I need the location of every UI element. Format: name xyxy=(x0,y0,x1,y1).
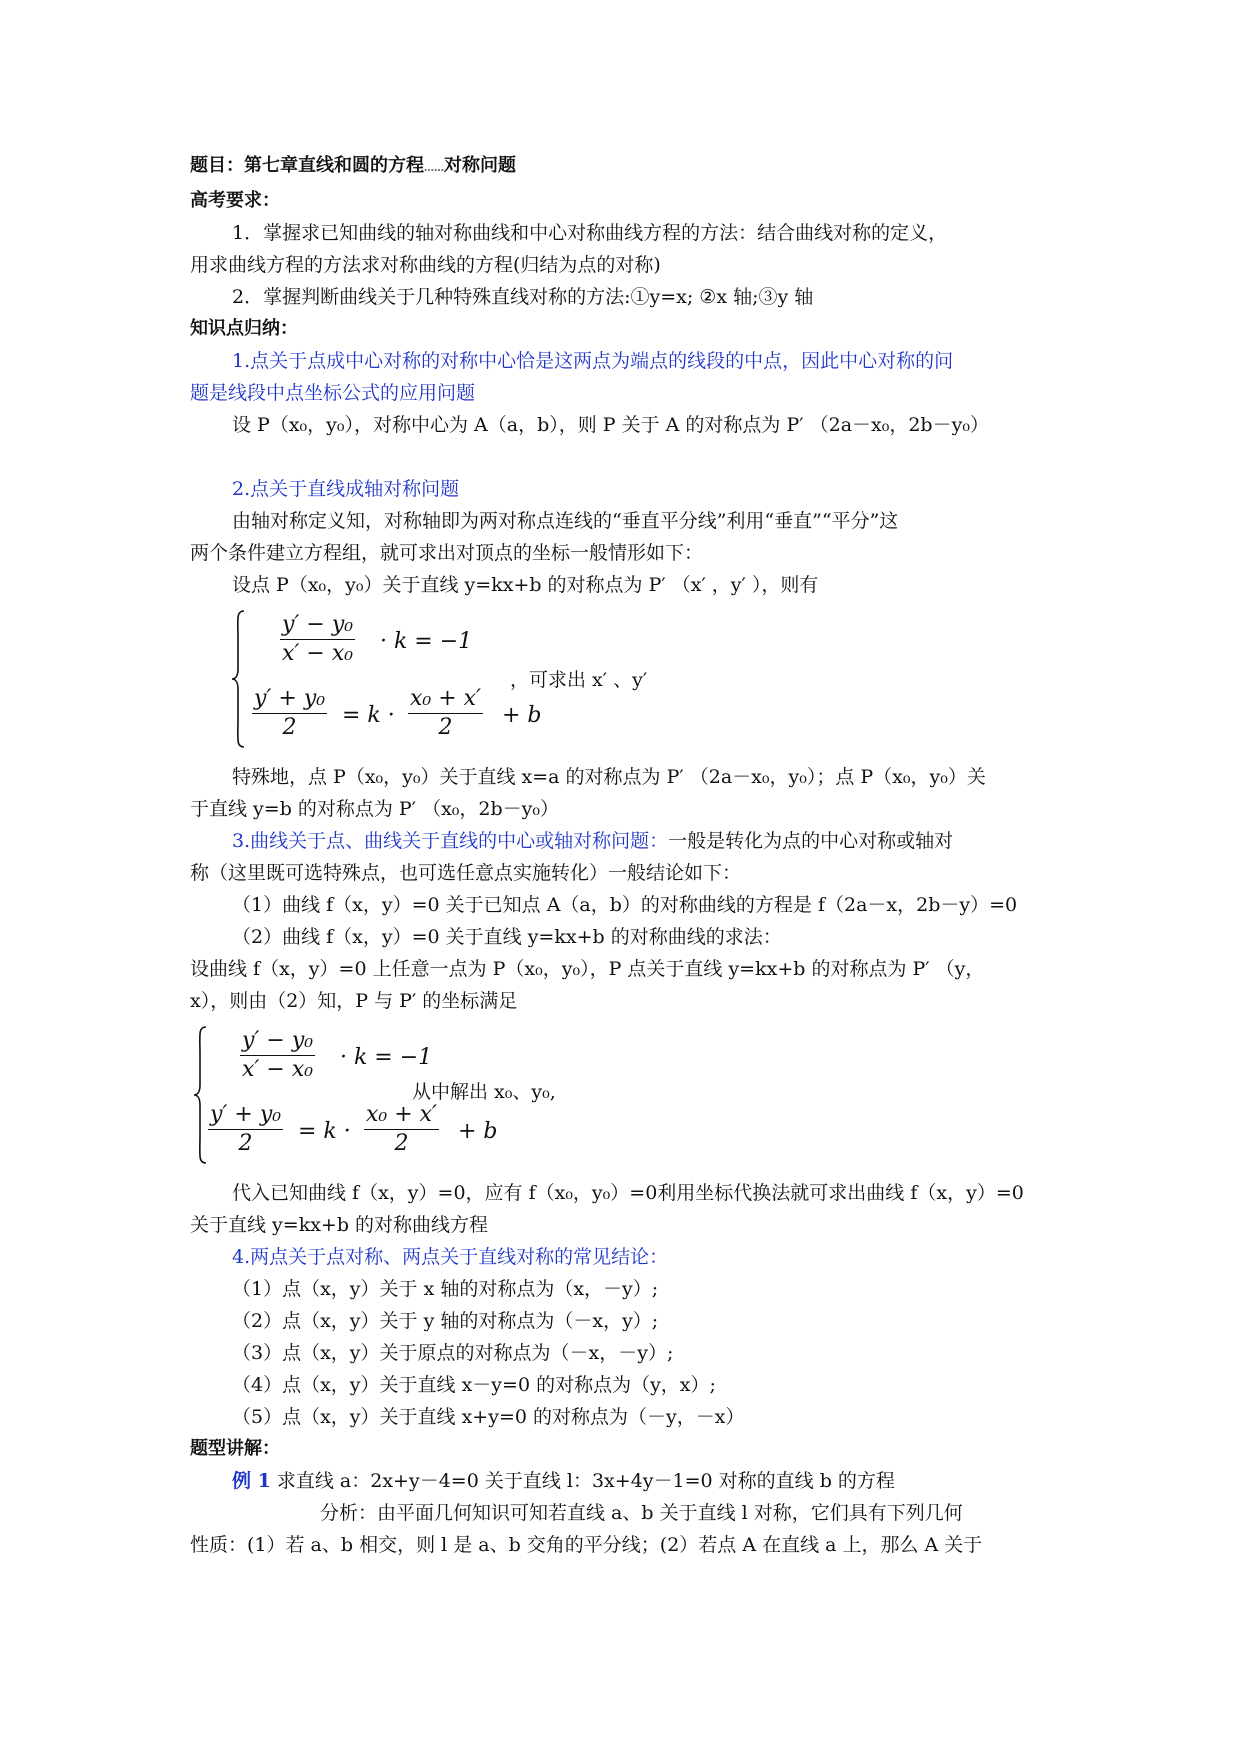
eq3-fraction xyxy=(240,1027,315,1084)
example-1-line xyxy=(190,1465,1050,1497)
title-tail: 对称问题 xyxy=(444,155,516,176)
eq1-denominator: x′ − x₀ xyxy=(282,641,354,666)
knowledge-3-line xyxy=(190,825,1050,857)
example-1-text: 求直线 a：2x+y－4=0 关于直线 l：3x+4y－1=0 对称的直线 b 的方程 xyxy=(276,1470,895,1492)
equation-system-2 xyxy=(192,1021,1050,1171)
list-item: （4）点（x，y）关于直线 x－y=0 的对称点为（y，x）; xyxy=(232,1374,716,1396)
eq2-middle: = k · xyxy=(342,703,395,728)
knowledge-3e: 设曲线 f（x，y）=0 上任意一点为 P（x₀，y₀），P 点关于直线 y=kx+b 的对称点为 P′ （y， xyxy=(190,958,985,980)
knowledge-3f: x），则由（2）知，P 与 P′ 的坐标满足 xyxy=(190,990,518,1012)
knowledge-1c: 设 P（x₀，y₀），对称中心为 A（a，b），则 P 关于 A 的对称点为 P′ （2a－x₀，2b－y₀） xyxy=(232,414,989,436)
knowledge-3b: 称（这里既可选特殊点，也可选任意点实施转化）一般结论如下： xyxy=(190,862,742,884)
document-content xyxy=(190,150,1050,1561)
example-1-analysis-b: 性质：(1）若 a、b 相交，则 l 是 a、b 交角的平分线；(2）若点 A 在直线 a 上，那么 A 关于 xyxy=(190,1534,983,1556)
eq2-fraction-right xyxy=(408,685,483,742)
knowledge-4-title: 4.两点关于点对称、两点关于直线对称的常见结论： xyxy=(232,1246,669,1268)
eq2-fraction-left xyxy=(252,685,327,742)
list-item: （5）点（x，y）关于直线 x+y=0 的对称点为（－y，－x） xyxy=(232,1406,745,1428)
requirement-2: 2．掌握判断曲线关于几种特殊直线对称的方法:①y=x; ②x 轴;③y 轴 xyxy=(232,286,814,308)
eq4-tail: + b xyxy=(458,1119,498,1144)
knowledge-3g: 代入已知曲线 f（x，y）=0，应有 f（x₀，y₀）=0利用坐标代换法就可求出曲线 f（x，y）=0 xyxy=(232,1182,1024,1204)
equation-system-1 xyxy=(230,605,1050,755)
knowledge-3-title: 3.曲线关于点、曲线关于直线的中心或轴对称问题： xyxy=(232,830,669,852)
eq4-numerator-left: y′ + y₀ xyxy=(208,1101,283,1130)
title-text: 第七章直线和圆的方程 xyxy=(244,155,424,176)
requirement-1b: 用求曲线方程的方法求对称曲线的方程(归结为点的对称) xyxy=(190,254,661,276)
list-item: （3）点（x，y）关于原点的对称点为（－x，－y）; xyxy=(232,1342,674,1364)
examples-heading: 题型讲解： xyxy=(190,1438,280,1459)
title-separator: …… xyxy=(424,163,444,174)
knowledge-2d: 特殊地，点 P（x₀，y₀）关于直线 x=a 的对称点为 P′ （2a－x₀，y₀）；点 P（x₀，y₀）关 xyxy=(232,766,986,788)
eq2-tail: + b xyxy=(502,703,542,728)
knowledge-3c: （1）曲线 f（x，y）=0 关于已知点 A（a，b）的对称曲线的方程是 f（2a－x，2b－y）=0 xyxy=(232,894,1018,916)
eq4-numerator-right: x₀ + x′ xyxy=(364,1101,439,1130)
system-2-note: 从中解出 x₀、y₀, xyxy=(412,1081,556,1103)
eq4-fraction-left xyxy=(208,1101,283,1158)
eq2-numerator-left: y′ + y₀ xyxy=(252,685,327,714)
knowledge-3h: 关于直线 y=kx+b 的对称曲线方程 xyxy=(190,1214,489,1236)
knowledge-3d: （2）曲线 f（x，y）=0 关于直线 y=kx+b 的对称曲线的求法： xyxy=(232,926,782,948)
requirements-heading: 高考要求： xyxy=(190,190,280,211)
eq3-denominator: x′ − x₀ xyxy=(242,1057,314,1082)
eq2-denominator-left: 2 xyxy=(282,715,297,740)
knowledge-1b: 题是线段中点坐标公式的应用问题 xyxy=(190,382,476,404)
knowledge-2b: 两个条件建立方程组，就可求出对顶点的坐标一般情形如下： xyxy=(190,542,704,564)
eq4-fraction-right xyxy=(364,1101,439,1158)
title-line: 题目：第七章直线和圆的方程……对称问题 xyxy=(190,155,516,176)
eq4-denominator-right: 2 xyxy=(394,1131,409,1156)
knowledge-2-title: 2.点关于直线成轴对称问题 xyxy=(232,478,460,500)
knowledge-heading: 知识点归纳： xyxy=(190,318,298,339)
system-1-note: ，可求出 x′ 、y′ xyxy=(510,669,648,691)
knowledge-2c: 设点 P（x₀，y₀）关于直线 y=kx+b 的对称点为 P′ （x′ ，y′ ），则有 xyxy=(232,574,819,596)
eq3-numerator: y′ − y₀ xyxy=(240,1027,315,1056)
eq4-denominator-left: 2 xyxy=(238,1131,253,1156)
list-item: （1）点（x，y）关于 x 轴的对称点为（x，－y）; xyxy=(232,1278,659,1300)
title-label: 题目 xyxy=(190,155,226,176)
knowledge-1a: 1.点关于点成中心对称的对称中心恰是这两点为端点的线段的中点，因此中心对称的问 xyxy=(232,350,954,372)
knowledge-2e: 于直线 y=b 的对称点为 P′ （x₀，2b－y₀） xyxy=(190,798,560,820)
example-1-label: 例 1 xyxy=(232,1470,271,1492)
list-item: （2）点（x，y）关于 y 轴的对称点为（－x，y）; xyxy=(232,1310,659,1332)
eq1-numerator: y′ − y₀ xyxy=(280,611,355,640)
eq2-denominator-right: 2 xyxy=(438,715,453,740)
example-1-analysis-a: 分析：由平面几何知识可知若直线 a、b 关于直线 l 对称，它们具有下列几何 xyxy=(320,1502,963,1524)
eq3-rhs: · k = −1 xyxy=(340,1045,433,1070)
left-brace-icon xyxy=(192,1025,208,1165)
knowledge-3a: 一般是转化为点的中心对称或轴对 xyxy=(668,830,954,852)
eq4-middle: = k · xyxy=(298,1119,351,1144)
knowledge-2a: 由轴对称定义知，对称轴即为两对称点连线的“垂直平分线”利用“垂直”“平分”这 xyxy=(232,510,899,532)
eq1-rhs: · k = −1 xyxy=(380,629,473,654)
blank-line xyxy=(190,441,1050,473)
eq2-numerator-right: x₀ + x′ xyxy=(408,685,483,714)
left-brace-icon xyxy=(230,609,246,749)
eq1-fraction xyxy=(280,611,355,668)
requirement-1a: 1．掌握求已知曲线的轴对称曲线和中心对称曲线方程的方法：结合曲线对称的定义， xyxy=(232,222,948,244)
